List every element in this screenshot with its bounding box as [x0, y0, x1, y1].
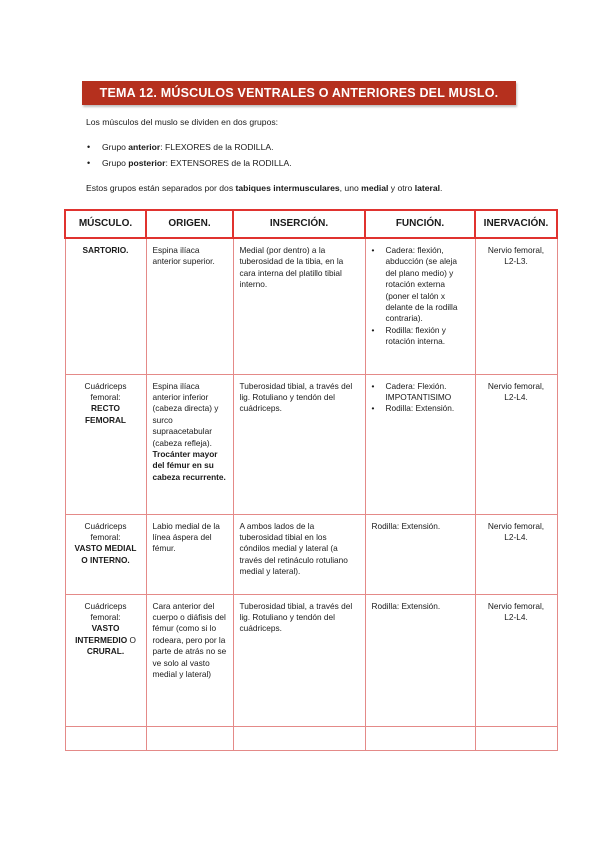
- cell-musculo: [65, 594, 146, 726]
- list-item: [372, 325, 469, 348]
- function-text: Cadera: Flexión. IMPOTANTISIMO: [385, 380, 452, 402]
- table-row: [65, 514, 557, 594]
- cell-funcion: [365, 238, 475, 374]
- table-row: [65, 374, 557, 514]
- list-item: [372, 245, 469, 325]
- cell-musculo: [65, 514, 146, 594]
- muscle-name: RECTO FEMORAL: [84, 403, 127, 425]
- function-text: Cadera: flexión, abducción (se aleja del plano medio) y rotación externa (poner el talón x delante de la rodilla contraria).: [385, 245, 458, 324]
- muscle-name: SARTORIO.: [82, 245, 129, 255]
- intro-section: [86, 116, 526, 194]
- bold-term: tabiques intermusculares: [235, 183, 340, 193]
- muscles-table: [64, 209, 558, 751]
- group-name: anterior: [128, 142, 161, 152]
- cell-empty: [146, 726, 233, 750]
- bold-term: lateral: [414, 183, 441, 193]
- cell-insercion: Tuberosidad tibial, a través del lig. Rotuliano y tendón del cuádriceps.: [233, 374, 365, 514]
- muscle-group: Cuádriceps femoral:: [84, 380, 127, 402]
- function-text: Rodilla: Extensión.: [385, 403, 455, 414]
- cell-musculo: [65, 374, 146, 514]
- cell-empty: [233, 726, 365, 750]
- cell-origen: Labio medial de la línea áspera del fémur.: [146, 514, 233, 594]
- bullet-icon: •: [87, 142, 91, 152]
- cell-empty: [65, 726, 146, 750]
- muscle-group: Cuádriceps femoral:: [84, 520, 127, 542]
- muscle-name-alt: CRURAL.: [86, 646, 125, 657]
- cell-funcion: Rodilla: Extensión.: [365, 594, 475, 726]
- group-anterior: [86, 141, 526, 153]
- bullet-icon: •: [371, 403, 375, 414]
- cell-origen: [146, 374, 233, 514]
- cell-empty: [475, 726, 557, 750]
- group-prefix: Grupo: [102, 142, 129, 152]
- cell-funcion: [365, 374, 475, 514]
- groups-list: [86, 141, 526, 169]
- table-row: [65, 594, 557, 726]
- cell-insercion: A ambos lados de la tuberosidad tibial en los cóndilos medial y lateral (a través del retináculo rotuliano medial y lateral).: [233, 514, 365, 594]
- bullet-icon: •: [87, 158, 91, 168]
- cell-musculo: [65, 238, 146, 374]
- header-musculo: MÚSCULO.: [65, 210, 146, 238]
- text: Estos grupos están separados por dos: [86, 183, 236, 193]
- separation-note: [86, 182, 526, 194]
- text: y otro: [388, 183, 415, 193]
- origin-bold: Trocánter mayor del fémur en su cabeza recurrente.: [152, 448, 226, 482]
- function-text: Rodilla: flexión y rotación interna.: [385, 324, 446, 347]
- page-title: TEMA 12. MÚSCULOS VENTRALES O ANTERIORES DEL MUSLO.: [82, 81, 516, 105]
- function-list: [372, 381, 469, 415]
- group-desc: : FLEXORES de la RODILLA.: [160, 142, 274, 152]
- cell-funcion: Rodilla: Extensión.: [365, 514, 475, 594]
- cell-inervacion: Nervio femoral, L2-L4.: [475, 374, 557, 514]
- table-header-row: [65, 210, 557, 238]
- group-name: posterior: [128, 158, 166, 168]
- muscle-group: Cuádriceps femoral:: [84, 600, 127, 622]
- bullet-icon: •: [371, 380, 375, 391]
- list-item: [372, 403, 469, 414]
- origin-text: Espina ilíaca anterior inferior (cabeza directa) y surco supraacetabular (cabeza refleja).: [152, 380, 219, 448]
- function-list: [372, 245, 469, 348]
- text: .: [440, 183, 443, 193]
- cell-empty: [365, 726, 475, 750]
- group-desc: : EXTENSORES de la RODILLA.: [165, 158, 292, 168]
- muscle-name: VASTO MEDIAL O INTERNO.: [74, 543, 137, 565]
- header-inervacion: INERVACIÓN.: [475, 210, 557, 238]
- bold-term: medial: [361, 183, 389, 193]
- header-funcion: FUNCIÓN.: [365, 210, 475, 238]
- table-row-empty: [65, 726, 557, 750]
- cell-inervacion: Nervio femoral, L2-L4.: [475, 594, 557, 726]
- list-item: [372, 381, 469, 404]
- table-row: [65, 238, 557, 374]
- muscle-name: VASTO INTERMEDIO: [75, 623, 128, 645]
- header-origen: ORIGEN.: [146, 210, 233, 238]
- cell-origen: Espina ilíaca anterior superior.: [146, 238, 233, 374]
- cell-origen: Cara anterior del cuerpo o diáfisis del fémur (como si lo rodeara, pero por la parte de atrás no se ve solo al vasto medial y lateral): [146, 594, 233, 726]
- group-prefix: Grupo: [102, 158, 129, 168]
- bullet-icon: •: [371, 324, 375, 335]
- bullet-icon: •: [371, 245, 375, 255]
- text: , uno: [339, 183, 362, 193]
- header-insercion: INSERCIÓN.: [233, 210, 365, 238]
- cell-inervacion: Nervio femoral, L2-L3.: [475, 238, 557, 374]
- cell-insercion: Tuberosidad tibial, a través del lig. Rotuliano y tendón del cuádriceps.: [233, 594, 365, 726]
- intro-lead: Los músculos del muslo se dividen en dos grupos:: [86, 117, 279, 127]
- cell-inervacion: Nervio femoral, L2-L4.: [475, 514, 557, 594]
- group-posterior: [86, 157, 526, 169]
- muscle-conj: O: [127, 634, 136, 645]
- cell-insercion: Medial (por dentro) a la tuberosidad de la tibia, en la cara interna del platillo tibial interno.: [233, 238, 365, 374]
